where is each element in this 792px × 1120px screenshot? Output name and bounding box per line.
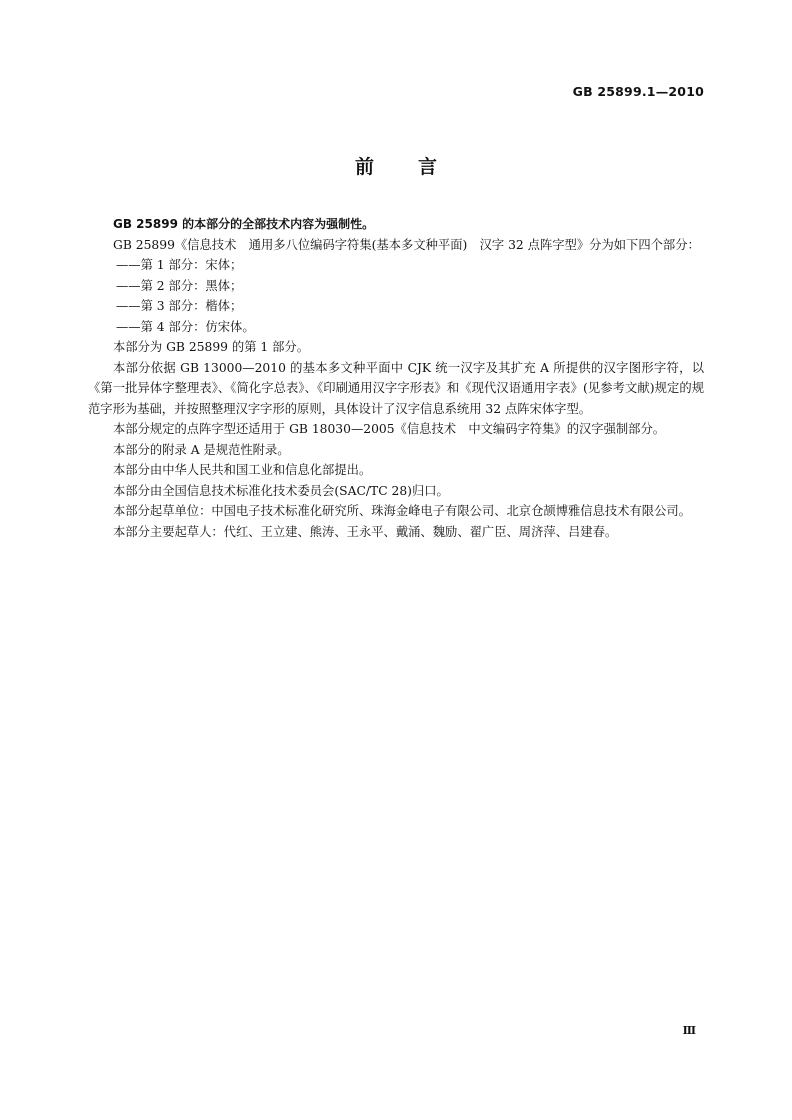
paragraph-basis: 本部分依据 GB 13000—2010 的基本多文种平面中 CJK 统一汉字及其扩充 A 所提供的汉字图形字符，以《第一批异体字整理表》、《简化字总表》、《印刷通用汉字字形表》和《现代汉语通用字表》(见参考文献)规定的规范字形为基础，并按照整理汉字字形的原则，具体设计了汉字信息系统用 32 点阵宋体字型。 xyxy=(88,360,704,416)
list-item-part-1: ——第 1 部分：宋体； xyxy=(116,258,243,272)
paragraph-drafters: 本部分主要起草人：代红、王立建、熊涛、王永平、戴涌、魏励、翟广臣、周济萍、吕建春。 xyxy=(113,524,618,539)
title-char-1: 前 xyxy=(354,156,374,178)
paragraph-annex: 本部分的附录 A 是规范性附录。 xyxy=(113,442,290,457)
paragraph-parts-intro: GB 25899《信息技术 通用多八位编码字符集(基本多文种平面) 汉字 32 点阵字型》分为如下四个部分： xyxy=(113,237,700,252)
paragraph-applicability: 本部分规定的点阵字型还适用于 GB 18030—2005《信息技术 中文编码字符集》的汉字强制部分。 xyxy=(113,422,666,436)
list-item-part-4: ——第 4 部分：仿宋体。 xyxy=(116,319,255,334)
title-char-2: 言 xyxy=(418,156,438,178)
page-title xyxy=(0,152,792,179)
page-number: Ⅲ xyxy=(682,1024,696,1037)
paragraph-this-part: 本部分为 GB 25899 的第 1 部分。 xyxy=(113,340,310,354)
standard-code: GB 25899.1—2010 xyxy=(572,84,704,99)
paragraph-drafting-units: 本部分起草单位：中国电子技术标准化研究所、珠海金峰电子有限公司、北京仓颉博雅信息技术有限公司。 xyxy=(113,504,691,518)
list-item-part-3: ——第 3 部分：楷体； xyxy=(116,299,243,313)
list-item-part-2: ——第 2 部分：黑体； xyxy=(116,278,243,293)
paragraph-mandatory-statement: GB 25899 的本部分的全部技术内容为强制性。 xyxy=(113,217,375,231)
paragraph-proposer: 本部分由中华人民共和国工业和信息化部提出。 xyxy=(113,463,372,477)
document-body xyxy=(88,214,704,542)
paragraph-committee: 本部分由全国信息技术标准化技术委员会(SAC/TC 28)归口。 xyxy=(113,483,449,498)
